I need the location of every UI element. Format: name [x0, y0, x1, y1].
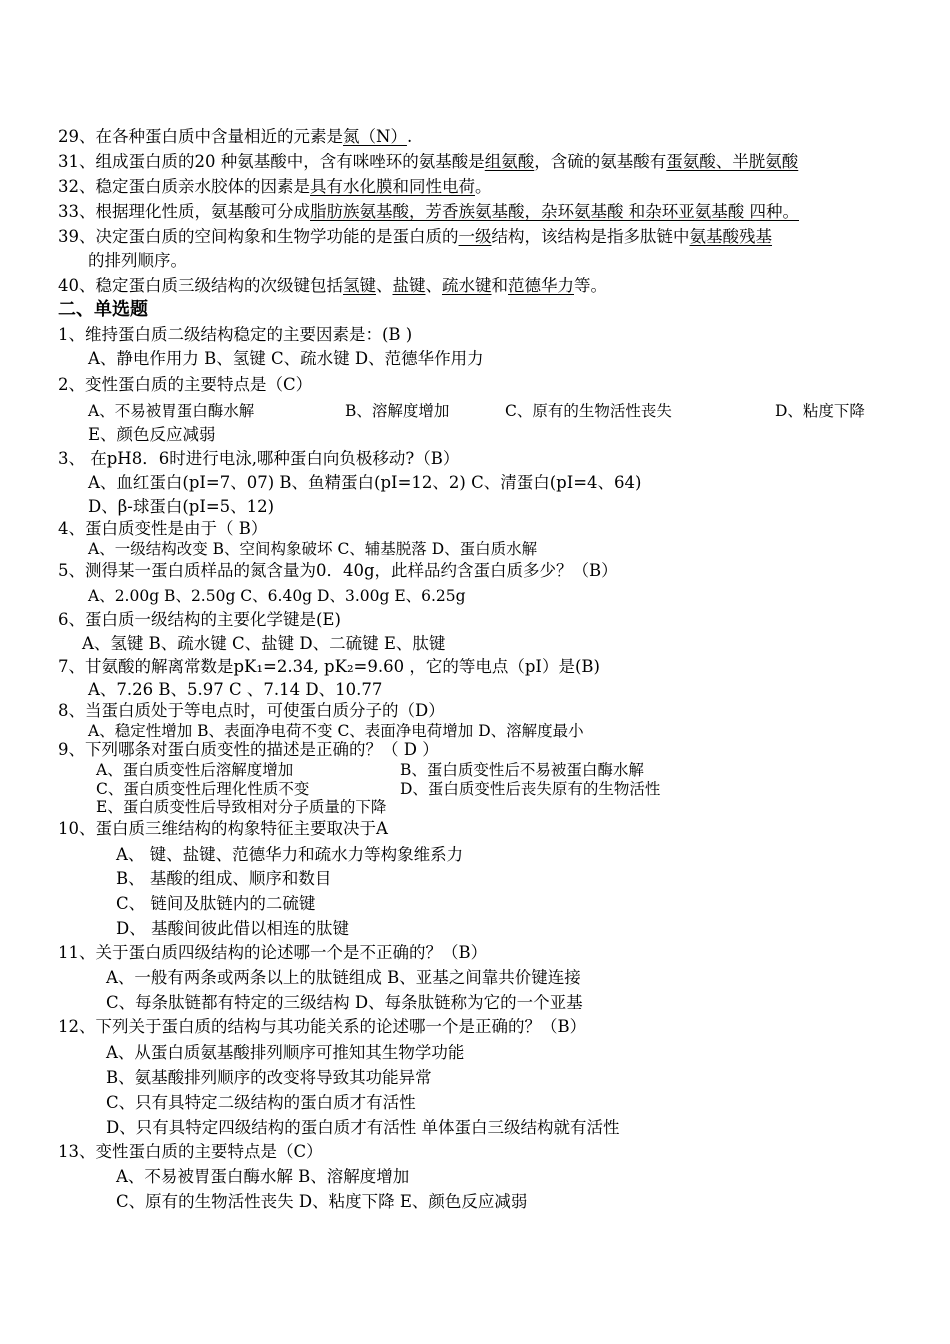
- q13-options-1: A、不易被胃蛋白酶水解 B、溶解度增加: [116, 1167, 410, 1186]
- q5-options: A、2.00g B、2.50g C、6.40g D、3.00g E、6.25g: [88, 587, 466, 605]
- q32-text: 32、稳定蛋白质亲水胶体的因素是: [58, 177, 310, 196]
- q1-stem: 1、维持蛋白质二级结构稳定的主要因素是：(B ): [58, 325, 413, 344]
- q39-text-2: 结构，该结构是指多肽链中: [491, 227, 690, 246]
- q40-answer-3: 疏水键: [442, 276, 492, 295]
- q39-answer-2: 氨基酸残基: [689, 227, 772, 246]
- q3-stem: 3、 在pH8．6时进行电泳,哪种蛋白向负极移动?（B）: [58, 449, 460, 468]
- question-31: [58, 151, 798, 173]
- q10-option-b: B、 基酸的组成、顺序和数目: [116, 869, 332, 888]
- q10-option-a: A、 键、盐键、范德华力和疏水力等构象维系力: [116, 845, 464, 864]
- q39-text: 39、决定蛋白质的空间构象和生物学功能的是蛋白质的: [58, 227, 459, 246]
- q9-option-d: D、蛋白质变性后丧失原有的生物活性: [400, 780, 661, 798]
- q13-options-2: C、原有的生物活性丧失 D、粘度下降 E、颜色反应减弱: [116, 1192, 528, 1211]
- q31-text-2: ，含硫的氨基酸有: [534, 152, 667, 171]
- q6-stem: 6、蛋白质一级结构的主要化学键是(E): [58, 610, 341, 629]
- q40-sep-3: 和: [491, 276, 508, 295]
- q29-answer: 氮（N）: [343, 127, 407, 146]
- q40-sep-2: 、: [425, 276, 442, 295]
- q4-options: A、一级结构改变 B、空间构象破坏 C、辅基脱落 D、蛋白质水解: [88, 540, 538, 558]
- q9-option-c: C、蛋白质变性后理化性质不变: [96, 780, 310, 798]
- q11-options-1: A、一般有两条或两条以上的肽链组成 B、亚基之间靠共价键连接: [106, 968, 581, 987]
- question-39-cont: [88, 250, 187, 272]
- q40-answer-2: 盐键: [392, 276, 426, 295]
- q40-tail: 等。: [574, 276, 607, 295]
- q31-answer-2: 蛋氨酸、半胱氨酸: [666, 152, 799, 171]
- q10-option-c: C、 链间及肽链内的二硫键: [116, 894, 316, 913]
- q40-answer-4: 范德华力: [508, 276, 574, 295]
- q12-option-a: A、从蛋白质氨基酸排列顺序可推知其生物学功能: [106, 1043, 465, 1062]
- q7-options: A、7.26 B、5.97 C 、7.14 D、10.77: [88, 680, 383, 699]
- q3-options-1: A、血红蛋白(pI=7、07) B、鱼精蛋白(pI=12、2) C、清蛋白(pI=4、64): [88, 473, 642, 492]
- q8-stem: 8、当蛋白质处于等电点时，可使蛋白质分子的（D）: [58, 701, 445, 720]
- question-40: [58, 275, 607, 297]
- q9-stem: 9、下列哪条对蛋白质变性的描述是正确的？（ D ）: [58, 740, 439, 759]
- q29-text: 29、在各种蛋白质中含量相近的元素是: [58, 127, 343, 146]
- q40-text: 40、稳定蛋白质三级结构的次级键包括: [58, 276, 343, 295]
- q1-options: A、静电作用力 B、氢键 C、疏水键 D、范德华作用力: [88, 349, 484, 368]
- q11-stem: 11、关于蛋白质四级结构的论述哪一个是不正确的？（B）: [58, 943, 488, 962]
- q9-option-e: E、蛋白质变性后导致相对分子质量的下降: [96, 798, 387, 816]
- q40-sep-1: 、: [376, 276, 393, 295]
- question-29: [58, 126, 412, 148]
- q2-stem: 2、变性蛋白质的主要特点是（C）: [58, 375, 313, 394]
- q5-stem: 5、测得某一蛋白质样品的氮含量为0．40g，此样品约含蛋白质多少？（B）: [58, 561, 618, 580]
- q12-option-c: C、只有具特定二级结构的蛋白质才有活性: [106, 1093, 416, 1112]
- q31-text: 31、组成蛋白质的20 种氨基酸中，含有咪唑环的氨基酸是: [58, 152, 485, 171]
- q40-answer-1: 氢键: [343, 276, 376, 295]
- q8-options: A、稳定性增加 B、表面净电荷不变 C、表面净电荷增加 D、溶解度最小: [88, 722, 584, 740]
- q32-tail: 。: [475, 177, 492, 196]
- q33-text: 33、根据理化性质，氨基酸可分成: [58, 202, 310, 221]
- question-32: [58, 176, 492, 198]
- q12-option-b: B、氨基酸排列顺序的改变将导致其功能异常: [106, 1068, 432, 1087]
- q29-tail: .: [406, 127, 413, 146]
- q9-option-a: A、蛋白质变性后溶解度增加: [96, 761, 294, 779]
- q4-stem: 4、蛋白质变性是由于（ B）: [58, 519, 268, 538]
- q10-option-d: D、 基酸间彼此借以相连的肽键: [116, 919, 349, 938]
- q3-options-2: D、β-球蛋白(pI=5、12): [88, 497, 275, 516]
- q11-options-2: C、每条肽链都有特定的三级结构 D、每条肽链称为它的一个亚基: [106, 993, 583, 1012]
- q12-stem: 12、下列关于蛋白质的结构与其功能关系的论述哪一个是正确的？（B）: [58, 1017, 587, 1036]
- q32-answer: 具有水化膜和同性电荷: [310, 177, 475, 196]
- q2-option-d: D、粘度下降: [775, 402, 865, 420]
- q39-tail: 的排列顺序。: [88, 251, 187, 270]
- q39-answer-1: 一级: [458, 227, 492, 246]
- q9-option-b: B、蛋白质变性后不易被蛋白酶水解: [400, 761, 644, 779]
- q33-answer: 脂肪族氨基酸，芳香族氨基酸，杂环氨基酸 和杂环亚氨基酸 四种。: [310, 202, 799, 221]
- q2-option-e: E、颜色反应减弱: [88, 425, 216, 444]
- q6-options: A、氢键 B、疏水键 C、盐键 D、二硫键 E、肽键: [82, 634, 446, 653]
- q31-answer-1: 组氨酸: [484, 152, 535, 171]
- question-39: [58, 226, 772, 248]
- q7-stem: 7、甘氨酸的解离常数是pK₁=2.34, pK₂=9.60 ，它的等电点（pI）是(B): [58, 657, 600, 676]
- section-title: 二、单选题: [58, 299, 148, 320]
- q2-option-a: A、不易被胃蛋白酶水解: [88, 402, 255, 420]
- q10-stem: 10、蛋白质三维结构的构象特征主要取决于A: [58, 819, 388, 838]
- q13-stem: 13、变性蛋白质的主要特点是（C）: [58, 1142, 323, 1161]
- q2-option-c: C、原有的生物活性丧失: [505, 402, 672, 420]
- q12-option-d: D、只有具特定四级结构的蛋白质才有活性 单体蛋白三级结构就有活性: [106, 1118, 620, 1137]
- q2-option-b: B、溶解度增加: [345, 402, 450, 420]
- question-33: [58, 201, 799, 223]
